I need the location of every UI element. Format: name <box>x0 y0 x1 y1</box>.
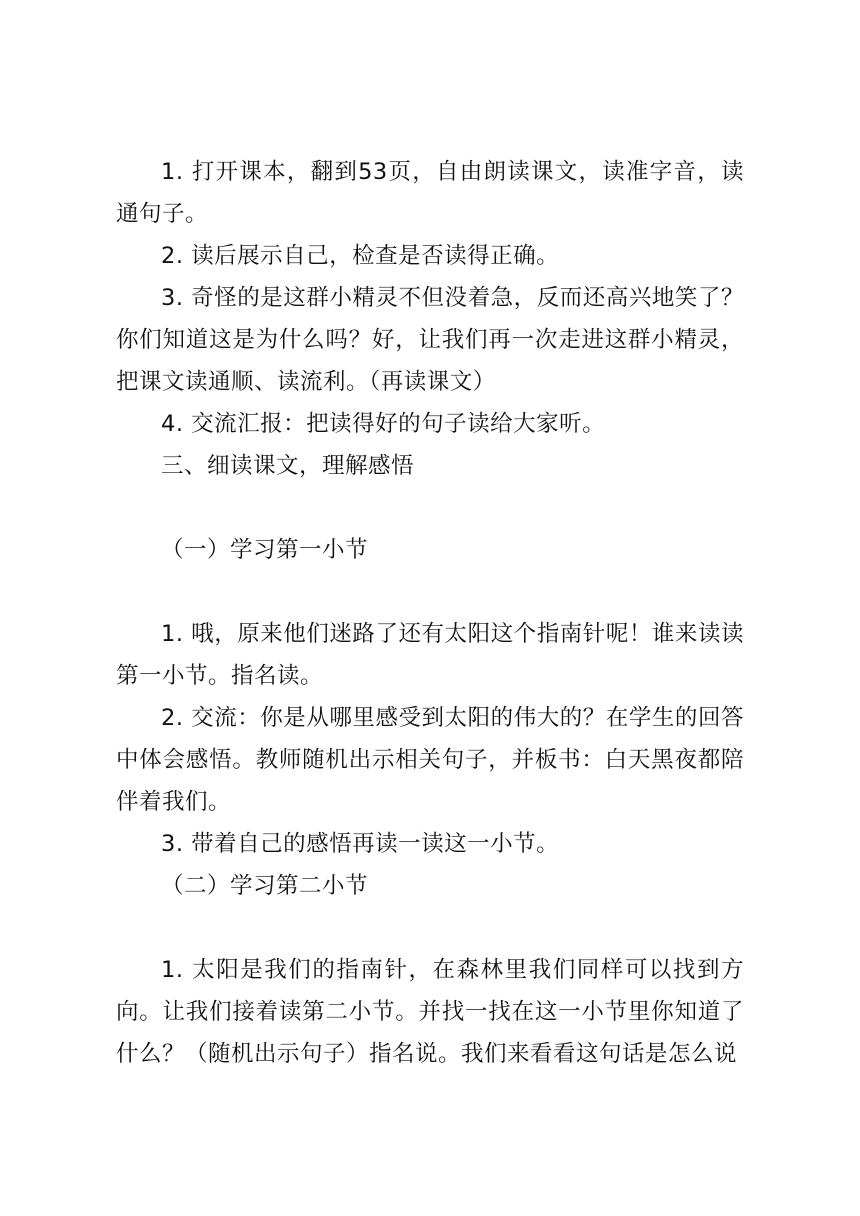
subsection-heading-1: （一）学习第一小节 <box>161 537 369 563</box>
document-page <box>116 151 744 1075</box>
section-heading: 三、细读课文，理解感悟 <box>161 453 415 479</box>
paragraph-sub2-step-1: 1. 太阳是我们的指南针，在森林里我们同样可以找到方向。让我们接着读第二小节。并找一找在这一小节里你知道了什么？（随机出示句子）指名说。我们来看看这句话是怎么说 <box>116 957 744 1067</box>
paragraph-sub1-step-2: 2. 交流：你是从哪里感受到太阳的伟大的？在学生的回答中体会感悟。教师随机出示相关句子，并板书：白天黑夜都陪伴着我们。 <box>116 705 744 815</box>
paragraph-step-3: 3. 奇怪的是这群小精灵不但没着急，反而还高兴地笑了？你们知道这是为什么吗？好，让我们再一次走进这群小精灵，把课文读通顺、读流利。（再读课文） <box>116 285 744 395</box>
paragraph-step-4: 4. 交流汇报：把读得好的句子读给大家听。 <box>161 411 606 437</box>
paragraph-sub1-step-1: 1. 哦，原来他们迷路了还有太阳这个指南针呢！谁来读读第一小节。指名读。 <box>116 621 744 689</box>
paragraph-sub1-step-3: 3. 带着自己的感悟再读一读这一小节。 <box>161 831 560 857</box>
paragraph-step-2: 2. 读后展示自己，检查是否读得正确。 <box>161 243 560 269</box>
subsection-heading-2: （二）学习第二小节 <box>161 873 369 899</box>
paragraph-step-1: 1. 打开课本，翻到53页，自由朗读课文，读准字音，读通句子。 <box>116 159 744 227</box>
